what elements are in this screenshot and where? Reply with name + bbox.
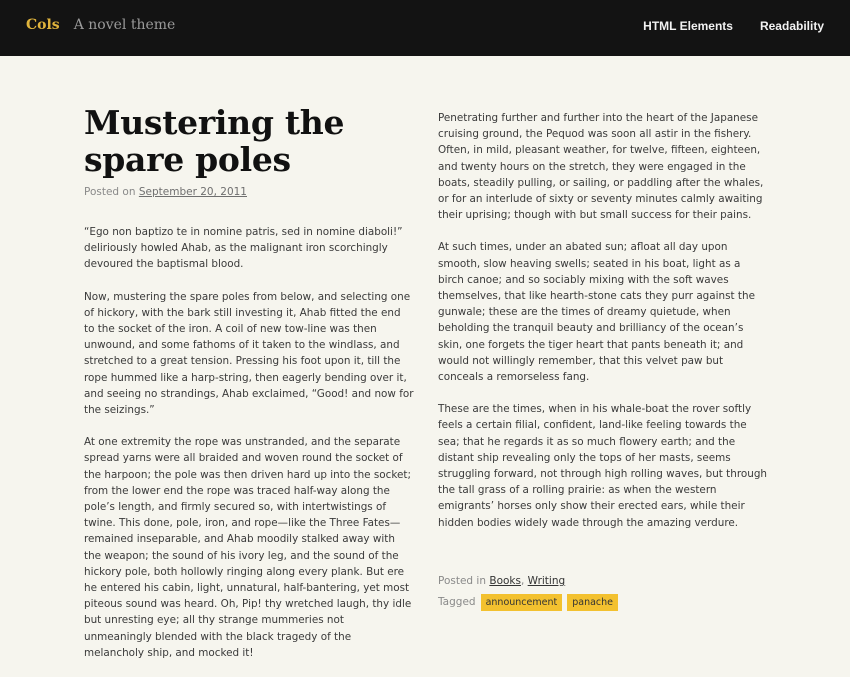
paragraph: At one extremity the rope was unstranded, and the separate spread yarns were all braided and woven round the socket of the harpoon; the pole was then driven hard up into the socket; from the lower end the rope was traced half-way along the pole’s length, and firmly secured so, with intertwistings of twine. This done, pole, iron, and rope—like the Three Fates—remained inseparable, and Ahab moodily stalked away with the weapon; the sound of his ivory leg, and the sound of the hickory pole, both hollowly ringing along every plank. But ere he entered his cabin, light, unnatural, half-bantering, yet most piteous sound was heard. Oh, Pip! thy wretched laugh, thy idle but unresting eye; all thy strange mummeries not unmeaningly blended with the black tragedy of the melancholy ship, and mocked it! xyxy=(84,436,412,659)
posted-in-label: Posted in xyxy=(438,574,487,587)
category-link-books[interactable]: Books xyxy=(489,574,521,587)
post-meta xyxy=(84,186,414,198)
nav-html-elements[interactable]: HTML Elements xyxy=(643,19,733,33)
tag-announcement[interactable]: announcement xyxy=(481,594,563,611)
paragraph: Penetrating further and further into the heart of the Japanese cruising ground, the Pequod was soon all astir in the fishery. Often, in mild, pleasant weather, for twelve, fifteen, eighteen, and twenty hours on the stretch, they were engaged in the boats, steadily pulling, or sailing, or paddling after the whales, or for an interlude of sixty or seventy minutes calmly awaiting their uprising; though with but small success for their pains. xyxy=(438,112,764,222)
paragraph: “Ego non baptizo te in nomine patris, sed in nomine diaboli!” deliriously howled Ahab, as the malignant iron scorchingly devoured the baptismal blood. xyxy=(84,226,403,271)
post-body-right xyxy=(438,110,768,531)
main-nav xyxy=(616,19,824,33)
post-body-left xyxy=(84,224,414,661)
paragraph: These are the times, when in his whale-boat the rover softly feels a certain filial, confident, land-like feeling towards the sea; that he regards it as so much flowery earth; and the distant ship revealing only the tops of her masts, seems struggling forward, not through high rolling waves, but through the tall grass of a rolling prairie: as when the western emigrants’ horses only show their erected ears, while their hidden bodies widely wade through the amazing verdure. xyxy=(438,403,767,529)
post-title: Mustering the spare poles xyxy=(84,103,345,179)
tag-panache[interactable]: panache xyxy=(567,594,618,611)
site-tagline: A novel theme xyxy=(73,17,176,33)
nav-readability[interactable]: Readability xyxy=(759,19,824,33)
post-meta-prefix: Posted on xyxy=(84,186,136,198)
post-column-right xyxy=(438,110,768,618)
tagged-label: Tagged xyxy=(438,596,476,609)
branding xyxy=(26,17,175,33)
post-tags xyxy=(438,594,768,611)
site-title-link[interactable]: Cols xyxy=(26,17,60,33)
post-date-link[interactable]: September 20, 2011 xyxy=(138,186,247,198)
post-categories xyxy=(438,575,768,587)
paragraph: Now, mustering the spare poles from below, and selecting one of hickory, with the bark still investing it, Ahab fitted the end to the socket of the iron. A coil of new tow-line was then unwound, and some fathoms of it taken to the windlass, and stretched to a great tension. Pressing his foot upon it, till the rope hummed like a harp-string, then eagerly bending over it, and seeing no strandings, Ahab exclaimed, “Good! and now for the seizings.” xyxy=(84,290,414,417)
post-column-left xyxy=(84,104,414,677)
paragraph: At such times, under an abated sun; afloat all day upon smooth, slow heaving swells; seated in his boat, light as a birch canoe; and so sociably mixing with the soft waves themselves, that like hearth-stone cats they purr against the gunwale; these are the times of dreamy quietude, when beholding the tranquil beauty and brilliancy of the ocean’s skin, one forgets the tiger heart that pants beneath it; and would not willingly remember, that this velvet paw but conceals a remorseless fang. xyxy=(438,241,755,384)
category-separator: , xyxy=(520,574,525,587)
post-footer xyxy=(438,575,768,611)
category-link-writing[interactable]: Writing xyxy=(527,574,566,587)
site-header xyxy=(0,0,850,56)
